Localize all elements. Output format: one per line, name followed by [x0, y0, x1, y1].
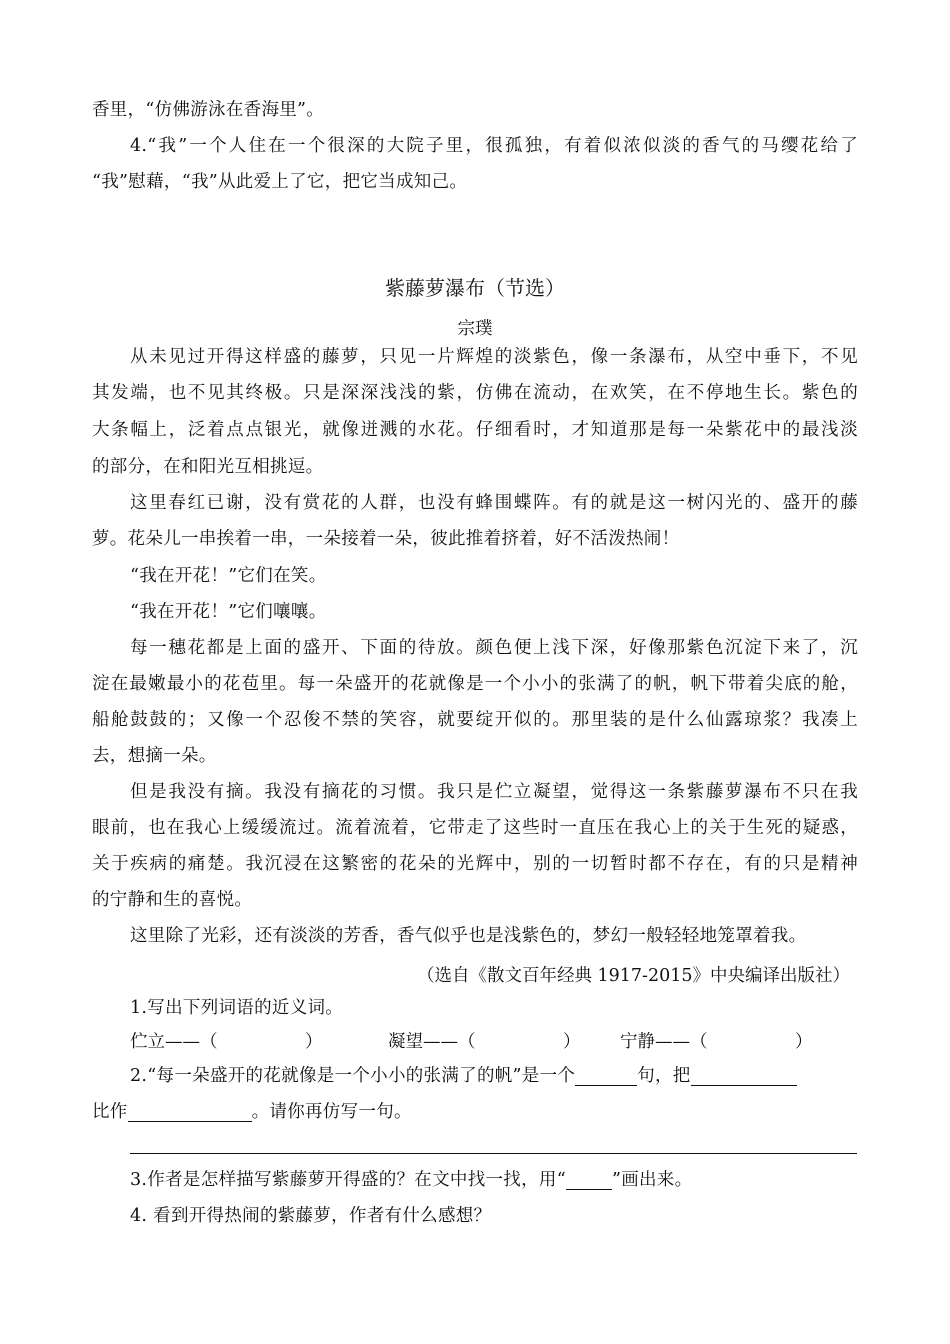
prev-answer-line-2: 4.“我”一个人住在一个很深的大院子里，很孤独，有着似浓似淡的香气的马缨花给了 [130, 136, 858, 156]
article-line: 萝。花朵儿一串挨着一串，一朵接着一朵，彼此推着挤着，好不活泼热闹！ [92, 529, 680, 549]
article-line: 但是我没有摘。我没有摘花的习惯。我只是伫立凝望，觉得这一条紫藤萝瀑布不只在我 [130, 782, 858, 802]
answer-blank-sentence-type[interactable] [575, 1067, 637, 1086]
article-line: 从未见过开得这样盛的藤萝，只见一片辉煌的淡紫色，像一条瀑布，从空中垂下，不见 [130, 347, 858, 367]
article-line: 眼前，也在我心上缓缓流过。流着流着，它带走了这些时一直压在我心上的关于生死的疑惑， [92, 818, 858, 838]
article-line: 这里春红已谢，没有赏花的人群，也没有蜂围蝶阵。有的就是这一树闪光的、盛开的藤 [130, 493, 858, 513]
prev-answer-line-3: “我”慰藉，“我”从此爱上了它，把它当成知己。 [92, 172, 468, 192]
article-line: 关于疾病的痛楚。我沉浸在这繁密的花朵的光辉中，别的一切暂时都不存在，有的只是精神 [92, 854, 858, 874]
article-line: 每一穗花都是上面的盛开、下面的待放。颜色便上浅下深，好像那紫色沉淀下来了，沉 [130, 638, 858, 658]
question-3-text-a: 3.作者是怎样描写紫藤萝开得盛的？在文中找一找，用“ [130, 1170, 566, 1190]
article-line: 淀在最嫩最小的花苞里。每一朵盛开的花就像是一个小小的张满了的帆，帆下带着尖底的舱， [92, 674, 858, 694]
answer-blank-object[interactable] [128, 1103, 252, 1122]
question-2-text-c: 比作 [92, 1102, 128, 1122]
article-line: “我在开花！”它们在笑。 [130, 566, 327, 586]
answer-blank-subject[interactable] [691, 1067, 797, 1086]
question-2-line-1 [130, 1066, 896, 1086]
article-line: 的部分，在和阳光互相挑逗。 [92, 457, 324, 477]
synonym-item-3: 宁静——（ ） [620, 1032, 813, 1052]
synonym-item-2: 凝望——（ ） [388, 1032, 581, 1052]
question-1: 1.写出下列词语的近义词。 [130, 998, 344, 1018]
question-2-text-a: 2.“每一朵盛开的花就像是一个小小的张满了的帆”是一个 [130, 1066, 576, 1086]
article-author: 宗璞 [457, 319, 493, 339]
answer-writing-line[interactable] [130, 1153, 857, 1154]
synonym-item-1: 伫立——（ ） [130, 1032, 323, 1052]
article-line: 的宁静和生的喜悦。 [92, 890, 253, 910]
article-source: （选自《散文百年经典 1917-2015》中央编译出版社） [416, 966, 850, 986]
prev-answer-line-1: 香里，“仿佛游泳在香海里”。 [92, 100, 325, 120]
question-3 [130, 1170, 896, 1190]
question-3-text-b: ”画出来。 [611, 1170, 693, 1190]
question-2-text-b: 句，把 [637, 1066, 691, 1086]
article-line: 船舱鼓鼓的；又像一个忍俊不禁的笑容，就要绽开似的。那里装的是什么仙露琼浆？我凑上 [92, 710, 858, 730]
article-line: 大条幅上，泛着点点银光，就像迸溅的水花。仔细看时，才知道那是每一朵紫花中的最浅淡 [92, 420, 858, 440]
article-title: 紫藤萝瀑布（节选） [385, 276, 565, 300]
underline-sample [566, 1171, 612, 1190]
question-2-line-2 [92, 1102, 858, 1122]
article-line: 去，想摘一朵。 [92, 746, 217, 766]
article-line: “我在开花！”它们嚷嚷。 [130, 602, 327, 622]
article-line: 这里除了光彩，还有淡淡的芳香，香气似乎也是浅紫色的，梦幻一般轻轻地笼罩着我。 [130, 926, 807, 946]
question-4: 4. 看到开得热闹的紫藤萝，作者有什么感想？ [130, 1206, 492, 1226]
article-line: 其发端，也不见其终极。只是深深浅浅的紫，仿佛在流动，在欢笑，在不停地生长。紫色的 [92, 383, 858, 403]
question-2-text-d: 。请你再仿写一句。 [251, 1102, 412, 1122]
